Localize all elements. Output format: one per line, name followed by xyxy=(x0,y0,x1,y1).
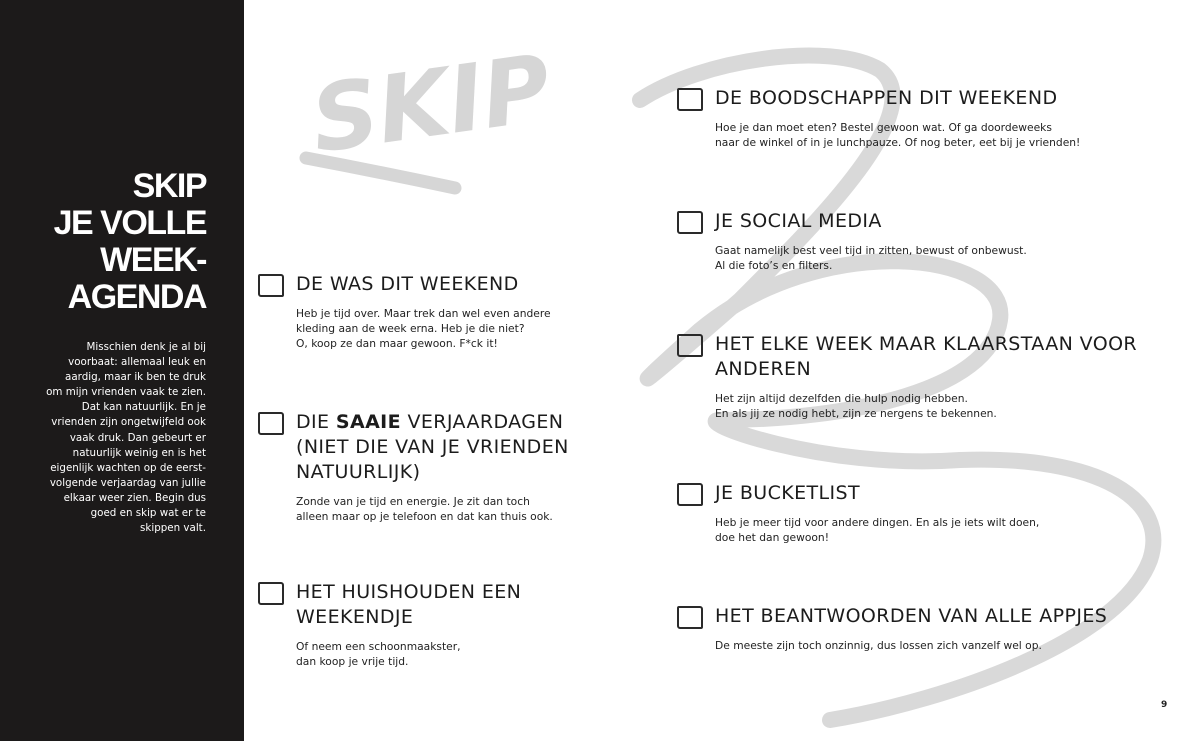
desc-line: Heb je tijd over. Maar trek dan wel even andere xyxy=(296,307,551,320)
item-description xyxy=(715,638,1147,653)
desc-line: alleen maar op je telefoon en dat kan thuis ook. xyxy=(296,510,553,523)
desc-line: dan koop je vrije tijd. xyxy=(296,655,409,668)
item-title: JE BUCKETLIST xyxy=(715,482,860,504)
desc-line: Zonde van je tijd en energie. Je zit dan toch xyxy=(296,495,530,508)
skip-watermark: SKIP xyxy=(305,34,557,174)
title-emphasis: SAAIE xyxy=(335,411,402,433)
desc-line: Gaat namelijk best veel tijd in zitten, bewust of onbewust. xyxy=(715,244,1027,257)
intro-line: aardig, maar ik ben te druk xyxy=(65,371,206,384)
item-description xyxy=(296,306,588,351)
item-title: DE BOODSCHAPPEN DIT WEEKEND xyxy=(715,87,1058,109)
intro-line: vaak druk. Dan gebeurt er xyxy=(69,431,206,444)
checkbox[interactable] xyxy=(677,334,703,357)
checklist-item xyxy=(677,332,1147,421)
item-title: HET BEANTWOORDEN VAN ALLE APPJES xyxy=(715,605,1108,627)
desc-line: En als jij ze nodig hebt, zijn ze nergens te bekennen. xyxy=(715,407,997,420)
intro-line: eigenlijk wachten op de eerst- xyxy=(50,461,206,474)
checkbox[interactable] xyxy=(677,606,703,629)
checklist-item xyxy=(677,86,1147,150)
intro-line: om mijn vrienden vaak te zien. xyxy=(46,386,206,399)
checkbox[interactable] xyxy=(258,582,284,605)
item-description xyxy=(715,391,1147,421)
checkbox[interactable] xyxy=(677,483,703,506)
checkbox[interactable] xyxy=(258,412,284,435)
item-title xyxy=(296,410,588,485)
intro-line: elkaar weer zien. Begin dus xyxy=(63,491,206,504)
title-part: VERJAARDAGEN (NIET DIE VAN JE VRIENDEN NATUURLIJK) xyxy=(296,411,569,483)
intro-line: vrienden zijn ongetwijfeld ook xyxy=(51,416,206,429)
desc-line: kleding aan de week erna. Heb je die niet? xyxy=(296,322,525,335)
item-title: HET ELKE WEEK MAAR KLAARSTAAN VOOR ANDEREN xyxy=(715,333,1138,380)
checklist-item xyxy=(677,209,1147,273)
page-number: 9 xyxy=(1161,700,1168,710)
checklist-item xyxy=(677,604,1147,653)
title-part: DIE xyxy=(296,411,336,433)
intro-line: Misschien denk je al bij xyxy=(86,341,206,353)
intro-line: voorbaat: allemaal leuk en xyxy=(68,356,206,369)
checklist-item xyxy=(258,580,558,669)
checkbox[interactable] xyxy=(258,274,284,297)
intro-line: volgende verjaardag van jullie xyxy=(49,476,206,489)
checklist-item xyxy=(258,410,588,524)
title-line: AGENDA xyxy=(67,278,206,316)
title-line: JE VOLLE xyxy=(53,204,206,242)
checkbox[interactable] xyxy=(677,211,703,234)
item-title: DE WAS DIT WEEKEND xyxy=(296,273,519,295)
desc-line: Het zijn altijd dezelfden die hulp nodig hebben. xyxy=(715,392,968,405)
item-description xyxy=(715,243,1147,273)
item-title: HET HUISHOUDEN EEN WEEKENDJE xyxy=(296,581,522,628)
title-line: SKIP xyxy=(132,167,206,205)
checklist-item xyxy=(258,272,588,351)
checkbox[interactable] xyxy=(677,88,703,111)
intro-line: natuurlijk weinig en is het xyxy=(72,446,206,459)
desc-line: Of neem een schoonmaakster, xyxy=(296,640,461,653)
desc-line: naar de winkel of in je lunchpauze. Of nog beter, eet bij je vrienden! xyxy=(715,136,1081,149)
item-title: JE SOCIAL MEDIA xyxy=(715,210,882,232)
desc-line: Al die foto’s en filters. xyxy=(715,259,833,272)
item-description xyxy=(296,494,588,524)
checklist-item xyxy=(677,481,1147,545)
intro-line: Dat kan natuurlijk. En je xyxy=(81,401,206,414)
desc-line: Hoe je dan moet eten? Bestel gewoon wat. Of ga doordeweeks xyxy=(715,121,1052,134)
desc-line: doe het dan gewoon! xyxy=(715,531,829,544)
intro-line: skippen valt. xyxy=(140,522,206,535)
desc-line: De meeste zijn toch onzinnig, dus lossen zich vanzelf wel op. xyxy=(715,639,1042,652)
title-line: WEEK- xyxy=(100,241,206,279)
intro-line: goed en skip wat er te xyxy=(90,507,206,520)
desc-line: Heb je meer tijd voor andere dingen. En als je iets wilt doen, xyxy=(715,516,1040,529)
item-description xyxy=(296,639,558,669)
desc-line: O, koop ze dan maar gewoon. F*ck it! xyxy=(296,337,498,350)
item-description xyxy=(715,120,1147,150)
item-description xyxy=(715,515,1147,545)
